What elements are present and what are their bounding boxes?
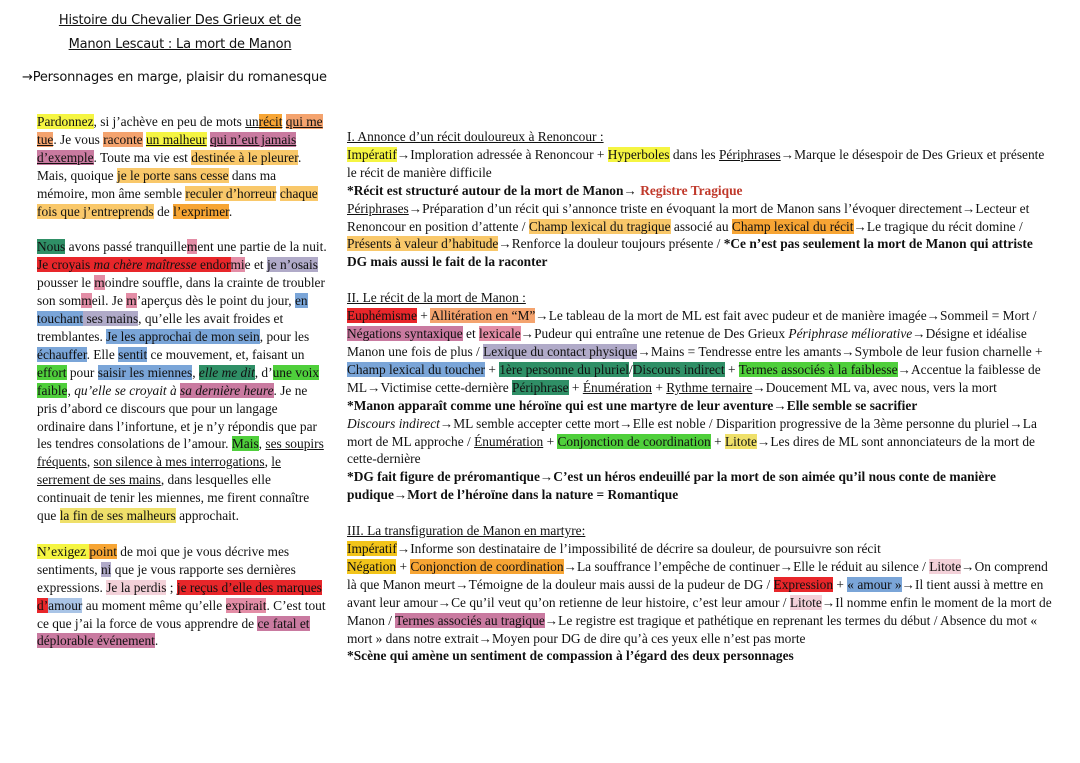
text-run: avons passé tranquille [65, 239, 187, 255]
text-run: ni [100, 561, 112, 577]
text-run: →Marque le désespoir de Des Grieux et présente le récit de manière difficile [347, 146, 1045, 180]
text-run: . Toute ma vie est [93, 149, 192, 165]
text-run: ses soupirs fréquents [37, 436, 324, 470]
text-run: Énumération [582, 379, 652, 395]
text-run: ’aperçus dès le point du jour, [136, 293, 295, 309]
section-2-body [347, 307, 1055, 504]
text-run: ma chère maîtresse [93, 257, 197, 273]
text-run: + [710, 433, 725, 449]
text-run: ce fatal et déplorable événement [37, 615, 310, 649]
text-run: approchait. [175, 508, 239, 524]
section-1-title: I. Annonce d’un récit douloureux à Renoncour : [347, 129, 604, 144]
text-run: + [724, 361, 739, 377]
subtitle: →Personnages en marge, plaisir du romanesque [22, 70, 327, 85]
text-run: Euphémisme [347, 308, 417, 324]
text-run: je le porte sans cesse [116, 167, 229, 183]
text-run: . C’est tout ce que j’ai la force de vous apprendre de [37, 597, 326, 631]
text-run: destinée à le pleurer [191, 149, 298, 165]
text-run: / [629, 361, 633, 377]
text-run: , pour les [259, 328, 310, 344]
text-run: + [416, 308, 431, 324]
text-run: mi [230, 257, 245, 273]
text-run: , [192, 364, 199, 380]
text-run: Litote [789, 594, 822, 610]
text-run: m [81, 293, 92, 309]
text-run: →Préparation d’un récit qui s’annonce triste en évoquant la mort de Manon sans l’évoquer directement→Lecteur et Renoncour en position d’attente / [347, 200, 1030, 234]
text-run: Termes associés à la faiblesse [738, 361, 898, 377]
text-run: une voix faible [37, 364, 320, 398]
text-run: . Je vous [53, 131, 104, 147]
text-run: elle me dit [198, 364, 255, 380]
text-run: de [153, 203, 174, 219]
text-run: Champ lexical du toucher [347, 361, 485, 377]
text-run: , [258, 436, 266, 452]
text-run: lexicale [479, 326, 521, 342]
text-run: la fin de ses malheurs [59, 508, 176, 524]
text-run: son silence à mes interrogations [93, 454, 265, 470]
text-run: qui me tue [37, 114, 323, 147]
text-run: . [228, 203, 233, 219]
text-run: Conjonction de coordination [557, 433, 711, 449]
text-run: →Le tragique du récit domine / [853, 218, 1023, 234]
text-run: e et [244, 257, 267, 273]
text-run: Hyperboles [607, 146, 670, 162]
text-run: reculer d’horreur [185, 185, 277, 201]
text-run: m [94, 275, 105, 291]
text-run: je n’osais [266, 257, 318, 273]
source-paragraph-3 [37, 543, 327, 650]
text-run: Lexique du contact physique [483, 343, 638, 359]
text-run: dans ma mémoire, mon âme semble [37, 167, 277, 201]
source-paragraph-1 [37, 113, 327, 220]
text-run: ent une partie de la nuit. [197, 239, 327, 255]
text-run: Registre Tragique [640, 182, 743, 198]
text-run: , dans lesquelles elle continuait de tenir les miennes, me firent connaître que [37, 472, 310, 524]
analysis-column [347, 128, 1055, 665]
section-2-title: II. Le récit de la mort de Manon : [347, 290, 526, 306]
text-run: + [833, 576, 848, 592]
title-line-2: Manon Lescaut : La mort de Manon [68, 37, 292, 52]
text-run: un [245, 114, 259, 129]
text-run: Je croyais [37, 257, 94, 273]
text-run: eil. Je [91, 293, 127, 309]
text-run: associé au [670, 218, 732, 234]
section-1-body [347, 146, 1055, 271]
text-run: Mais [231, 436, 259, 452]
text-run: . Mais, quoique [37, 149, 302, 183]
text-run: qui n’eut jamais d’exemple [37, 131, 297, 165]
text-run: Présents à valeur d’habitude [347, 236, 499, 252]
text-run: saisir les miennes [97, 364, 193, 380]
text-run: N’exigez [37, 543, 90, 559]
text-run: *Scène qui amène un sentiment de compassion à l’égard des deux personnages [347, 648, 794, 664]
text-run: →Renforce la douleur toujours présente / [498, 236, 724, 252]
text-run: endor [196, 257, 231, 273]
text-run: *Récit est structuré autour de la mort de Manon→ [347, 182, 641, 198]
text-run: Champ lexical du récit [731, 218, 854, 234]
text-run: le serrement de ses mains [37, 454, 281, 488]
text-run: m [126, 293, 137, 309]
title-line-1: Histoire du Chevalier Des Grieux et de [58, 13, 302, 28]
text-run: Impératif [347, 146, 397, 162]
text-run: , d’ [254, 364, 273, 380]
text-run: expirait [225, 597, 267, 613]
text-run: de moi que je vous décrive mes sentiments, [37, 543, 290, 577]
text-run: je reçus d’elle des marques d’ [37, 579, 322, 613]
text-run: + [651, 379, 667, 395]
text-run: échauffer [37, 346, 87, 362]
text-run: Champ lexical du tragique [528, 218, 671, 234]
text-run: →ML semble accepter cette mort→Elle est noble / Disparition progressive de la 3ème personne du pluriel→La mort de ML approche / [347, 415, 1037, 449]
text-run: + [484, 361, 500, 377]
text-run: *Manon apparaît comme une héroïne qui est une martyre de leur aventure→Elle semble se sacrifier [347, 397, 918, 413]
source-paragraph-2 [37, 238, 327, 525]
text-run: , [86, 454, 94, 470]
text-run: Énumération [474, 433, 544, 449]
text-run: Discours indirect [632, 361, 725, 377]
text-run: →Accentue la faiblesse de ML→Victimise cette-dernière [347, 361, 1041, 395]
text-run: Périphrase [512, 379, 569, 395]
text-run: au moment même qu’elle [82, 597, 226, 613]
text-run: oindre souffle, dans la crainte de troubler son som [37, 275, 325, 309]
text-run: Nous [37, 239, 66, 255]
text-run: →Il tient aussi à mettre en avant leur amour→Ce qu’il veut qu’on retienne de leur histoire, c’est leur amour / [347, 576, 1044, 610]
text-run: chaque fois que j’entreprends [37, 185, 318, 219]
text-run: *Ce n’est pas seulement la mort de Manon qui attriste DG mais aussi le fait de la raconter [347, 236, 1033, 270]
text-run: + [543, 433, 558, 449]
text-run: →On comprend là que Manon meurt→Témoigne de la douleur mais aussi de la pudeur de DG / [347, 558, 1048, 592]
text-run: , si j’achève en peu de mots [93, 114, 246, 129]
text-run: dans les [669, 146, 719, 162]
text-run: amour [48, 597, 83, 613]
text-run: . Elle [86, 346, 119, 362]
text-run: 1ère personne du pluriel [499, 361, 629, 377]
text-run: →Pudeur qui entraîne une retenue de Des Grieux [520, 326, 789, 342]
text-run: Négation [347, 558, 397, 574]
text-run: Impératif [347, 541, 397, 557]
text-run: →Désigne et idéalise Manon une fois de plus / [347, 326, 1027, 359]
text-run: ; [166, 579, 177, 595]
text-run: , qu’elle les avait froides et tremblantes. [37, 311, 284, 344]
text-run: Litote [929, 558, 962, 574]
section-3-body [347, 540, 1055, 665]
text-run: →Il nomme enfin le moment de la mort de Manon / [347, 594, 1052, 628]
text-run: Discours indirect [347, 415, 440, 431]
text-run: →Le tableau de la mort de ML est fait avec pudeur et de manière imagée→Sommeil = Mort / [535, 308, 1037, 324]
text-run: Litote [724, 433, 757, 449]
text-run: point [89, 543, 117, 559]
text-run: . [154, 633, 159, 649]
text-run: Périphrase méliorative [788, 326, 913, 342]
text-run: m [186, 239, 198, 255]
text-run: →La souffrance l’empêche de continuer→Elle le réduit au silence / [563, 558, 930, 574]
text-run: sa dernière heure [180, 382, 274, 398]
text-run: *DG fait figure de préromantique→C’est un héros endeuillé par la mort de son aimée qu’il nous conte de manière pudique→Mort de l’héroïne dans la nature = Romantique [347, 469, 996, 503]
text-run: l’exprimer [173, 203, 229, 219]
text-run: pour [66, 364, 98, 380]
text-run: →Le registre est tragique et pathétique en reprenant les termes du début / Absence du mot « mort » dans notre extrait→Moyen pour DG de dire qu’à ces yeux elle n’est pas morte [347, 612, 1038, 646]
text-run: , [67, 382, 75, 398]
text-run: →Informe son destinataire de l’impossibilité de décrire sa douleur, de poursuivre son récit [396, 541, 881, 557]
section-3-title: III. La transfiguration de Manon en martyre: [347, 523, 586, 539]
text-run: Expression [773, 576, 834, 592]
text-run: Je la perdis [106, 579, 167, 595]
text-run: →Imploration adressée à Renoncour + [396, 146, 608, 162]
source-text-column [37, 113, 327, 668]
text-run: Rythme ternaire [666, 379, 753, 395]
text-run: . Je ne pris d’abord ce discours que pour un langage ordinaire dans l’infortune, et je n’y répondis que par les tendres consolations de l’amour. [37, 382, 317, 452]
text-run: Périphrases [718, 146, 781, 162]
text-run: + [568, 379, 583, 395]
text-run: →Doucement ML va, avec nous, vers la mort [752, 379, 997, 395]
text-run: « amour » [847, 576, 902, 592]
text-run: ce mouvement, et, faisant un [147, 346, 305, 362]
text-run: Conjonction de coordination [410, 558, 564, 574]
text-run: Allitération en “M” [430, 308, 536, 324]
text-run: Termes associés au tragique [395, 612, 545, 628]
text-run: →Mains = Tendresse entre les amants→Symbole de leur fusion charnelle + [637, 343, 1043, 359]
text-run: un malheur [145, 131, 207, 147]
text-run: pousser le [37, 275, 95, 291]
text-run: qu’elle se croyait à [74, 382, 181, 398]
text-run: →Les dires de ML sont annonciateurs de la mort de cette-dernière [347, 433, 1035, 467]
text-run: , [264, 454, 272, 470]
text-run: Négations syntaxique [347, 326, 463, 342]
text-run: Pardonnez [37, 114, 94, 129]
text-run: que je vous rapporte ses dernières expressions. [37, 561, 296, 595]
text-run: sentit [118, 346, 148, 362]
text-run: en touchant [37, 293, 308, 327]
text-run: raconte [103, 131, 143, 147]
text-run: ses mains [83, 311, 139, 327]
text-run: et [462, 326, 480, 342]
text-run: + [396, 558, 411, 574]
text-run: Périphrases [347, 200, 409, 216]
text-run: récit [258, 114, 283, 129]
text-run: Je les approchai de mon sein [106, 328, 260, 344]
text-run: effort [37, 364, 67, 380]
